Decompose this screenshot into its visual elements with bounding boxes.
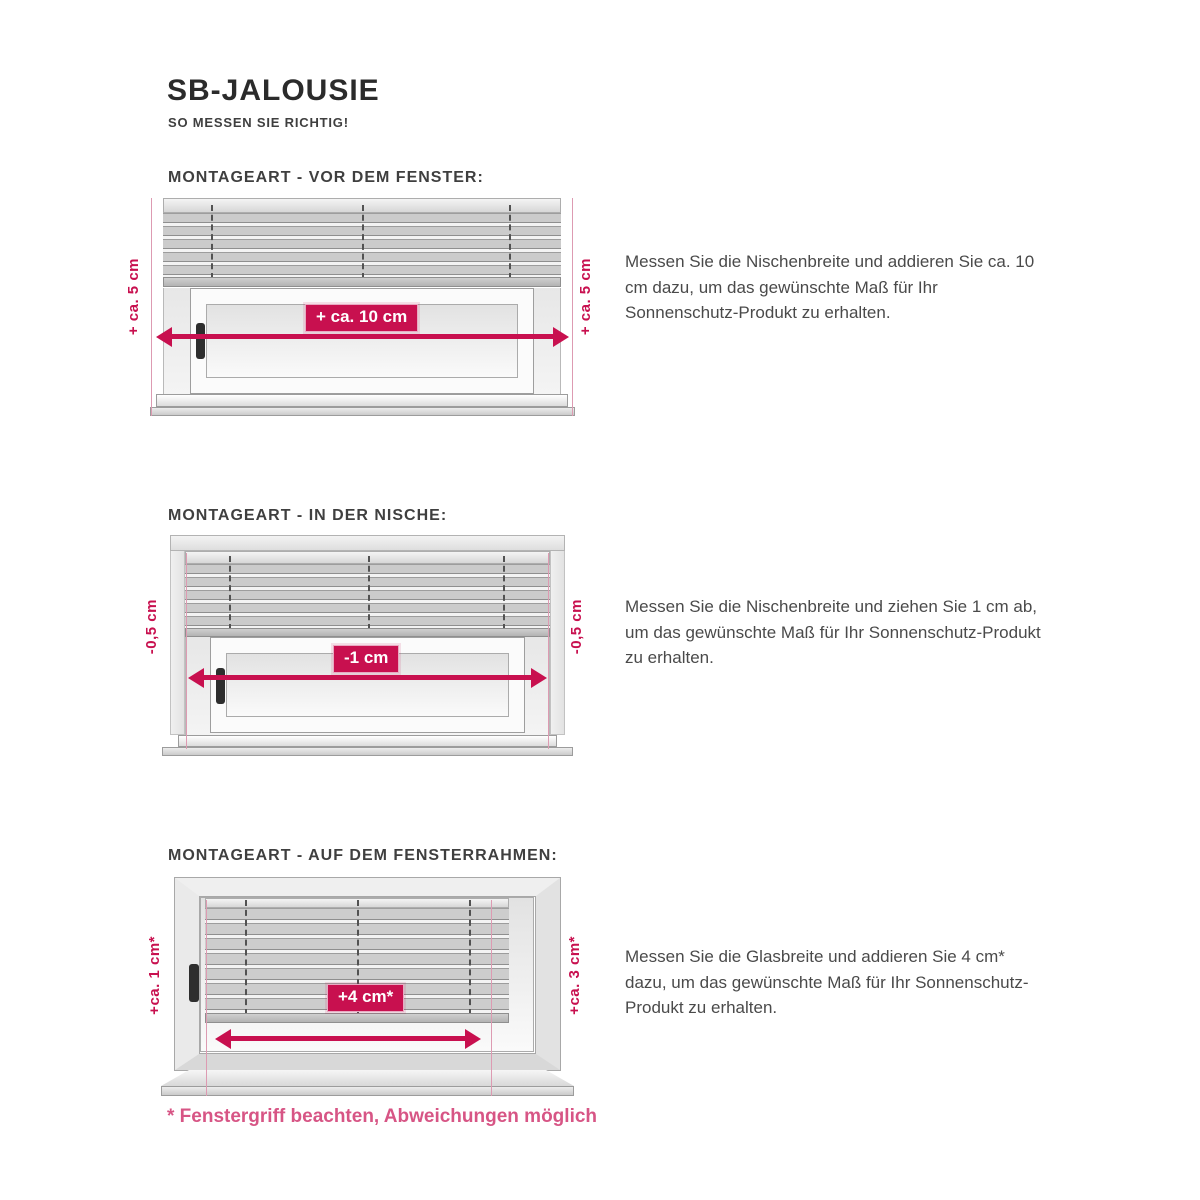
window-diagram-vor-dem-fenster	[125, 196, 594, 422]
guide-line-left	[186, 553, 187, 749]
side-label-left: +ca. 1 cm*	[146, 936, 163, 1015]
window-sill	[161, 1070, 574, 1086]
niche-lintel	[170, 535, 565, 551]
window-sill-lip	[161, 1086, 574, 1096]
window-handle	[189, 964, 199, 1002]
side-label-left: + ca. 5 cm	[125, 258, 142, 336]
side-label-left: -0,5 cm	[143, 599, 160, 655]
blind-cord	[509, 205, 511, 279]
blind-bottom-rail	[185, 628, 550, 637]
measurement-arrow	[172, 334, 553, 339]
window-sill-lip	[162, 747, 573, 756]
side-label-right: + ca. 5 cm	[577, 258, 594, 336]
guide-line-right	[491, 900, 492, 1096]
blind-cord	[469, 900, 471, 1015]
section-description: Messen Sie die Glasbreite und addieren Sie 4 cm* dazu, um das gewünschte Maß für Ihr Sonnenschutz-Produkt zu erhalten.	[625, 947, 1029, 1017]
measurement-badge: +4 cm*	[327, 984, 404, 1012]
guide-line-right	[548, 553, 549, 749]
side-label-right: +ca. 3 cm*	[566, 936, 583, 1015]
niche-wall-left	[170, 551, 185, 735]
blind-cord	[362, 205, 364, 279]
blind-cord	[211, 205, 213, 279]
measurement-arrow	[204, 675, 531, 680]
section-description: Messen Sie die Nischenbreite und ziehen Sie 1 cm ab, um das gewünschte Maß für Ihr Sonnenschutz-Produkt zu erhalten.	[625, 597, 1041, 667]
venetian-blind	[163, 198, 561, 288]
footnote: * Fenstergriff beachten, Abweichungen möglich	[167, 1106, 598, 1127]
measurement-badge: + ca. 10 cm	[305, 304, 418, 332]
measurement-badge: -1 cm	[333, 645, 399, 673]
page-subtitle: SO MESSEN SIE RICHTIG!	[168, 115, 349, 130]
blind-cord	[229, 556, 231, 630]
blind-bottom-rail	[163, 277, 561, 287]
window-sill	[156, 394, 568, 407]
guide-line-right	[572, 198, 573, 416]
blind-cord	[503, 556, 505, 630]
window-sill	[178, 735, 557, 747]
blind-slats	[163, 213, 561, 277]
guide-line-left	[151, 198, 152, 416]
section-heading-auf-dem-fensterrahmen: MONTAGEART - AUF DEM FENSTERRAHMEN:	[168, 847, 558, 864]
section-heading-vor-dem-fenster: MONTAGEART - VOR DEM FENSTER:	[168, 169, 484, 186]
side-label-right: -0,5 cm	[568, 599, 585, 655]
window-diagram-in-der-nische	[143, 535, 585, 763]
window-diagram-auf-dem-fensterrahmen	[146, 878, 583, 1105]
window-handle	[216, 668, 225, 704]
niche-wall-right	[550, 551, 565, 735]
blind-cord	[245, 900, 247, 1015]
page-title: SB-JALOUSIE	[167, 74, 380, 107]
section-heading-in-der-nische: MONTAGEART - IN DER NISCHE:	[168, 507, 448, 524]
guide-line-left	[206, 900, 207, 1096]
measurement-arrow	[231, 1036, 465, 1041]
blind-cord	[368, 556, 370, 630]
section-description: Messen Sie die Nischenbreite und addieren Sie ca. 10 cm dazu, um das gewünschte Maß für Ihr Sonnenschutz-Produkt zu erhalten.	[625, 252, 1035, 322]
blind-slats	[185, 564, 550, 628]
window-sill-lip	[150, 407, 575, 416]
venetian-blind	[185, 551, 550, 637]
blind-bottom-rail	[205, 1013, 509, 1023]
window-handle	[196, 323, 205, 359]
